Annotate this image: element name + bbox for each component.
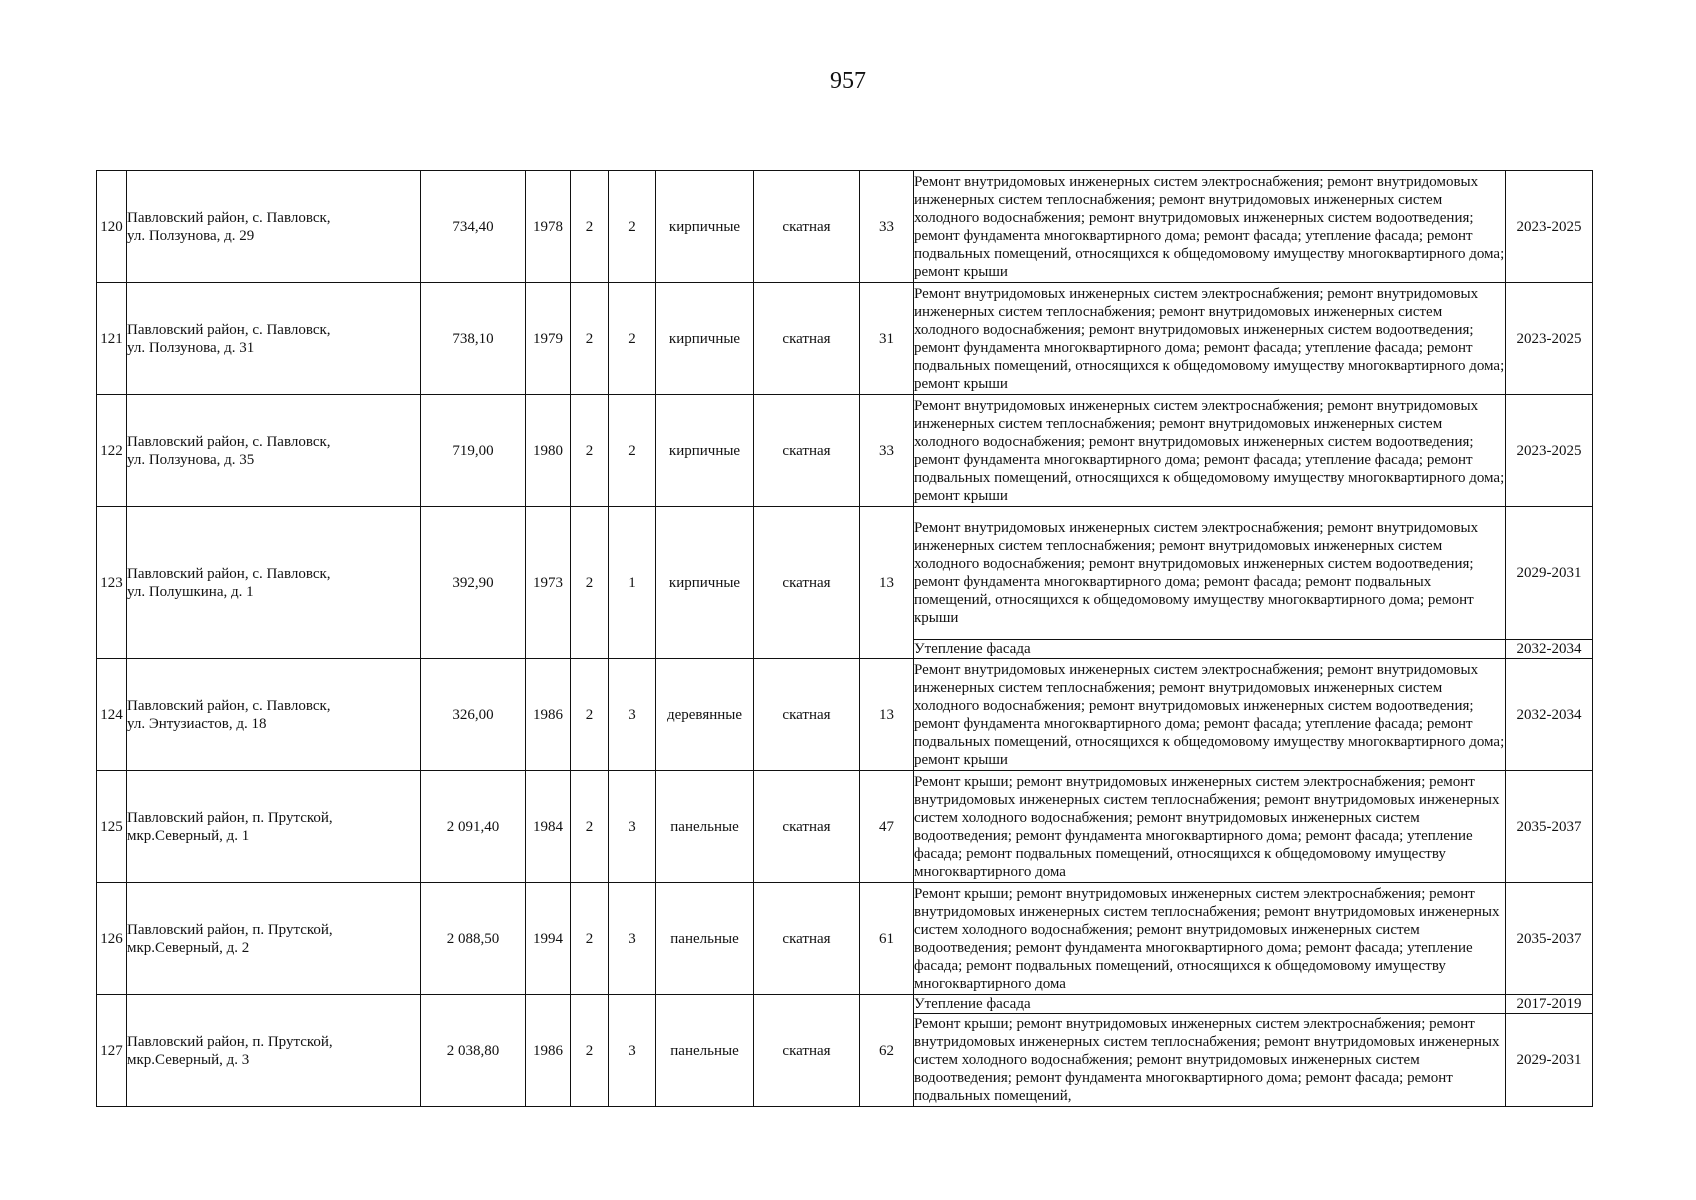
row-number: 126 <box>97 883 127 995</box>
year-cell: 1980 <box>526 395 571 507</box>
residents-cell: 61 <box>860 883 914 995</box>
floors-cell: 2 <box>571 883 609 995</box>
address-cell <box>127 283 421 395</box>
address-line: ул. Ползунова, д. 31 <box>127 339 255 356</box>
wall-material-cell: кирпичные <box>656 507 754 659</box>
table-row <box>97 659 1593 771</box>
period-cell: 2035-2037 <box>1506 771 1593 883</box>
works-cell: Ремонт внутридомовых инженерных систем электроснабжения; ремонт внутридомовых инженерных систем теплоснабжения; ремонт внутридомовых инженерных систем холодного водоснабжения; ремонт внутридомовых инженерных систем водоотведения; ремонт фундамента многоквартирного дома; ремонт фасада; утепление фасада; ремонт подвальных помещений, относящихся к общедомовому имуществу многоквартирного дома; ремонт крыши <box>914 395 1506 507</box>
period-cell: 2035-2037 <box>1506 883 1593 995</box>
entrances-cell: 3 <box>609 883 656 995</box>
floors-cell: 2 <box>571 283 609 395</box>
address-cell <box>127 883 421 995</box>
period-extra-cell: 2032-2034 <box>1506 640 1593 659</box>
area-cell: 392,90 <box>421 507 526 659</box>
works-cell: Ремонт внутридомовых инженерных систем электроснабжения; ремонт внутридомовых инженерных систем теплоснабжения; ремонт внутридомовых инженерных систем холодного водоснабжения; ремонт внутридомовых инженерных систем водоотведения; ремонт фундамента многоквартирного дома; ремонт фасада; утепление фасада; ремонт подвальных помещений, относящихся к общедомовому имуществу многоквартирного дома; ремонт крыши <box>914 171 1506 283</box>
works-cell: Ремонт крыши; ремонт внутридомовых инженерных систем электроснабжения; ремонт внутридомовых инженерных систем теплоснабжения; ремонт внутридомовых инженерных систем холодного водоснабжения; ремонт внутридомовых инженерных систем водоотведения; ремонт фундамента многоквартирного дома; ремонт фасада; утепление фасада; ремонт подвальных помещений, относящихся к общедомовому имуществу многоквартирного дома <box>914 771 1506 883</box>
works-cell: Ремонт внутридомовых инженерных систем электроснабжения; ремонт внутридомовых инженерных систем теплоснабжения; ремонт внутридомовых инженерных систем холодного водоснабжения; ремонт внутридомовых инженерных систем водоотведения; ремонт фундамента многоквартирного дома; ремонт фасада; утепление фасада; ремонт подвальных помещений, относящихся к общедомовому имуществу многоквартирного дома; ремонт крыши <box>914 659 1506 771</box>
area-cell: 2 091,40 <box>421 771 526 883</box>
address-line: ул. Полушкина, д. 1 <box>127 583 254 600</box>
works-cell: Ремонт внутридомовых инженерных систем электроснабжения; ремонт внутридомовых инженерных систем теплоснабжения; ремонт внутридомовых инженерных систем холодного водоснабжения; ремонт внутридомовых инженерных систем водоотведения; ремонт фундамента многоквартирного дома; ремонт фасада; утепление фасада; ремонт подвальных помещений, относящихся к общедомовому имуществу многоквартирного дома; ремонт крыши <box>914 283 1506 395</box>
floors-cell: 2 <box>571 171 609 283</box>
wall-material-cell: панельные <box>656 771 754 883</box>
address-line: Павловский район, п. Прутской, <box>127 921 333 938</box>
table-row <box>97 283 1593 395</box>
address-cell <box>127 659 421 771</box>
works-cell: Ремонт крыши; ремонт внутридомовых инженерных систем электроснабжения; ремонт внутридомовых инженерных систем теплоснабжения; ремонт внутридомовых инженерных систем холодного водоснабжения; ремонт внутридомовых инженерных систем водоотведения; ремонт фундамента многоквартирного дома; ремонт фасада; ремонт подвальных помещений, <box>914 1014 1506 1107</box>
works-top-cell: Утепление фасада <box>914 995 1506 1014</box>
address-cell <box>127 771 421 883</box>
wall-material-cell: панельные <box>656 883 754 995</box>
address-line: ул. Ползунова, д. 35 <box>127 451 255 468</box>
wall-material-cell: кирпичные <box>656 283 754 395</box>
roof-type-cell: скатная <box>754 771 860 883</box>
year-cell: 1986 <box>526 659 571 771</box>
residents-cell: 13 <box>860 659 914 771</box>
roof-type-cell: скатная <box>754 659 860 771</box>
housing-repair-table <box>96 170 1593 1107</box>
works-cell: Ремонт внутридомовых инженерных систем электроснабжения; ремонт внутридомовых инженерных систем теплоснабжения; ремонт внутридомовых инженерных систем холодного водоснабжения; ремонт внутридомовых инженерных систем водоотведения; ремонт фундамента многоквартирного дома; ремонт фасада; ремонт подвальных помещений, относящихся к общедомовому имуществу многоквартирного дома; ремонт крыши <box>914 507 1506 640</box>
residents-cell: 33 <box>860 171 914 283</box>
entrances-cell: 3 <box>609 995 656 1107</box>
table-row <box>97 395 1593 507</box>
table-row <box>97 507 1593 640</box>
entrances-cell: 2 <box>609 283 656 395</box>
address-cell <box>127 171 421 283</box>
area-cell: 738,10 <box>421 283 526 395</box>
roof-type-cell: скатная <box>754 883 860 995</box>
address-cell <box>127 395 421 507</box>
year-cell: 1973 <box>526 507 571 659</box>
row-number: 123 <box>97 507 127 659</box>
row-number: 121 <box>97 283 127 395</box>
floors-cell: 2 <box>571 507 609 659</box>
wall-material-cell: кирпичные <box>656 171 754 283</box>
address-line: мкр.Северный, д. 2 <box>127 939 250 956</box>
entrances-cell: 1 <box>609 507 656 659</box>
year-cell: 1986 <box>526 995 571 1107</box>
roof-type-cell: скатная <box>754 283 860 395</box>
page-number: 957 <box>830 68 866 94</box>
entrances-cell: 3 <box>609 771 656 883</box>
floors-cell: 2 <box>571 995 609 1107</box>
row-number: 125 <box>97 771 127 883</box>
table-row <box>97 883 1593 995</box>
table-row <box>97 995 1593 1014</box>
wall-material-cell: панельные <box>656 995 754 1107</box>
row-number: 122 <box>97 395 127 507</box>
year-cell: 1978 <box>526 171 571 283</box>
residents-cell: 33 <box>860 395 914 507</box>
wall-material-cell: деревянные <box>656 659 754 771</box>
works-cell: Ремонт крыши; ремонт внутридомовых инженерных систем электроснабжения; ремонт внутридомовых инженерных систем теплоснабжения; ремонт внутридомовых инженерных систем холодного водоснабжения; ремонт внутридомовых инженерных систем водоотведения; ремонт фундамента многоквартирного дома; ремонт фасада; утепление фасада; ремонт подвальных помещений, относящихся к общедомовому имуществу многоквартирного дома <box>914 883 1506 995</box>
entrances-cell: 2 <box>609 171 656 283</box>
floors-cell: 2 <box>571 771 609 883</box>
address-line: Павловский район, п. Прутской, <box>127 1033 333 1050</box>
address-line: ул. Энтузиастов, д. 18 <box>127 715 267 732</box>
table-row <box>97 771 1593 883</box>
row-number: 127 <box>97 995 127 1107</box>
address-line: Павловский район, с. Павловск, <box>127 565 331 582</box>
period-cell: 2023-2025 <box>1506 395 1593 507</box>
address-line: Павловский район, с. Павловск, <box>127 433 331 450</box>
address-line: Павловский район, п. Прутской, <box>127 809 333 826</box>
floors-cell: 2 <box>571 395 609 507</box>
period-cell: 2023-2025 <box>1506 283 1593 395</box>
roof-type-cell: скатная <box>754 995 860 1107</box>
period-cell: 2029-2031 <box>1506 507 1593 640</box>
residents-cell: 31 <box>860 283 914 395</box>
address-line: Павловский район, с. Павловск, <box>127 321 331 338</box>
entrances-cell: 2 <box>609 395 656 507</box>
period-cell: 2029-2031 <box>1506 1014 1593 1107</box>
year-cell: 1979 <box>526 283 571 395</box>
roof-type-cell: скатная <box>754 171 860 283</box>
area-cell: 719,00 <box>421 395 526 507</box>
address-line: ул. Ползунова, д. 29 <box>127 227 255 244</box>
area-cell: 2 038,80 <box>421 995 526 1107</box>
roof-type-cell: скатная <box>754 507 860 659</box>
year-cell: 1994 <box>526 883 571 995</box>
roof-type-cell: скатная <box>754 395 860 507</box>
period-cell: 2032-2034 <box>1506 659 1593 771</box>
residents-cell: 62 <box>860 995 914 1107</box>
address-cell <box>127 507 421 659</box>
address-line: мкр.Северный, д. 3 <box>127 1051 250 1068</box>
address-cell <box>127 995 421 1107</box>
address-line: Павловский район, с. Павловск, <box>127 697 331 714</box>
year-cell: 1984 <box>526 771 571 883</box>
works-extra-cell: Утепление фасада <box>914 640 1506 659</box>
wall-material-cell: кирпичные <box>656 395 754 507</box>
address-line: мкр.Северный, д. 1 <box>127 827 250 844</box>
entrances-cell: 3 <box>609 659 656 771</box>
residents-cell: 13 <box>860 507 914 659</box>
row-number: 124 <box>97 659 127 771</box>
residents-cell: 47 <box>860 771 914 883</box>
row-number: 120 <box>97 171 127 283</box>
address-line: Павловский район, с. Павловск, <box>127 209 331 226</box>
area-cell: 734,40 <box>421 171 526 283</box>
table-row <box>97 171 1593 283</box>
floors-cell: 2 <box>571 659 609 771</box>
area-cell: 2 088,50 <box>421 883 526 995</box>
period-cell: 2023-2025 <box>1506 171 1593 283</box>
period-top-cell: 2017-2019 <box>1506 995 1593 1014</box>
area-cell: 326,00 <box>421 659 526 771</box>
